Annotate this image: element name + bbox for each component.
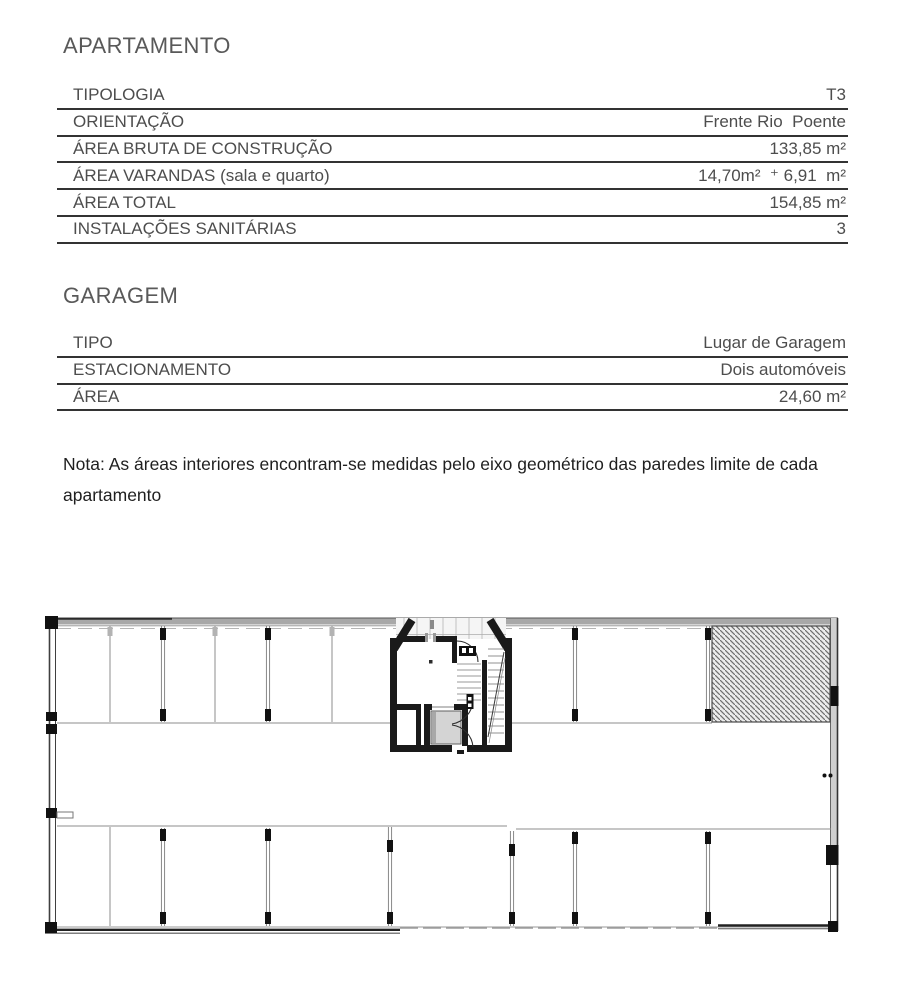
highlighted-parking-space [712, 626, 830, 722]
table-row [57, 190, 848, 217]
spec-label: ÁREA BRUTA DE CONSTRUÇÃO [73, 138, 333, 158]
apartment-spec-table [57, 83, 848, 244]
spec-value: 24,60 m² [778, 386, 846, 406]
parking-stalls-top-row [57, 626, 712, 723]
spec-value: Lugar de Garagem [703, 333, 846, 353]
stair-elevator-core [390, 618, 512, 754]
table-row [57, 217, 848, 244]
spec-label: INSTALAÇÕES SANITÁRIAS [73, 219, 297, 239]
spec-label: ÁREA VARANDAS (sala e quarto) [73, 165, 330, 185]
garage-section-title: GARAGEM [63, 283, 179, 308]
table-row [57, 163, 848, 190]
wall-fitting [57, 812, 73, 818]
note-text: Nota: As áreas interiores encontram-se medidas pelo eixo geométrico das paredes limite de cada apartamento [63, 454, 818, 505]
stall-divider [160, 827, 711, 926]
table-row [57, 137, 848, 164]
spec-label: TIPO [73, 333, 113, 353]
apartment-section-title: APARTAMENTO [63, 33, 231, 58]
spec-value: 133,85 m² [769, 138, 846, 158]
spec-value: T3 [826, 85, 846, 105]
spec-value: 154,85 m² [769, 192, 846, 212]
spec-label: ÁREA [73, 386, 120, 406]
spec-label: ORIENTAÇÃO [73, 112, 185, 132]
table-row [57, 331, 848, 358]
spec-value: 3 [836, 219, 846, 239]
garage-spec-table [57, 331, 848, 411]
spec-value: 14,70m² ⁺ 6,91 m² [698, 165, 846, 185]
spec-label: ÁREA TOTAL [73, 192, 176, 212]
table-row [57, 385, 848, 412]
spec-label: ESTACIONAMENTO [73, 360, 232, 380]
table-row [57, 83, 848, 110]
parking-stalls-bottom-row [57, 826, 831, 926]
table-row [57, 358, 848, 385]
spec-value: Dois automóveis [720, 360, 846, 380]
spec-label: TIPOLOGIA [73, 85, 165, 105]
door-leaf [459, 646, 476, 656]
spec-value: Frente Rio Poente [703, 112, 846, 132]
table-row [57, 110, 848, 137]
garage-floor-plan [45, 608, 860, 968]
